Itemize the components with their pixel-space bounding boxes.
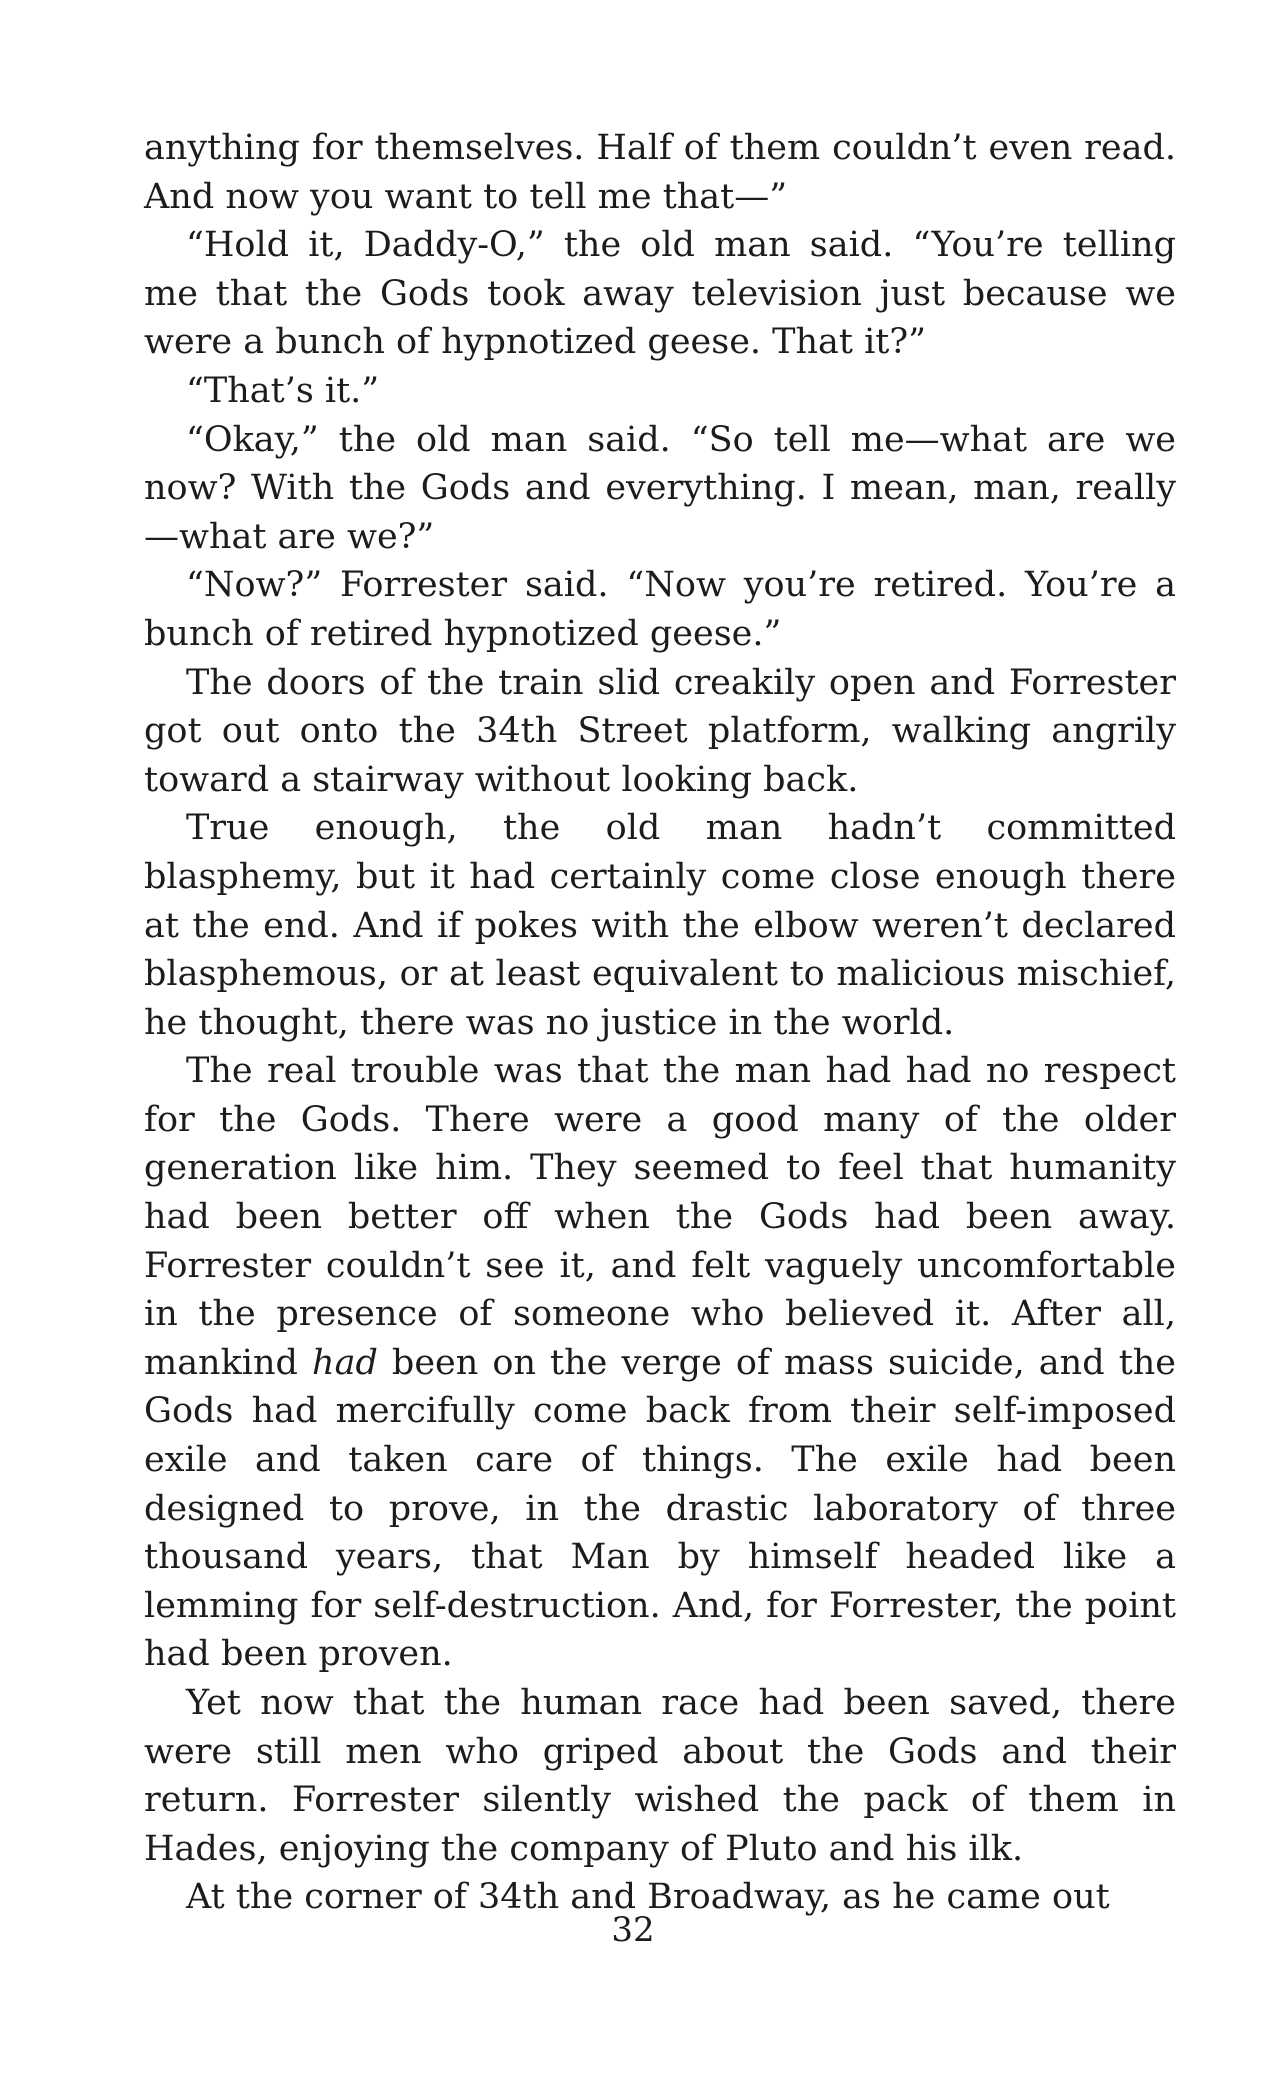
paragraph-text: “That’s it.” [186,370,380,411]
paragraph-text: The real trouble was that the man had had no respect for the Gods. There were a good many of the older generation like him. They seemed to feel that humanity had been better off when the Gods had been away. Forrester couldn’t see it, and felt vaguely uncomfortable in the presence of someone who believed it. After all, mankind [144,1051,1176,1383]
paragraph-text: Yet now that the human race had been saved, there were still men who griped about the Gods and their return. Forrester silently wished the pack of them in Hades, enjoying the company of Pluto and his ilk. [144,1683,1176,1869]
paragraph-text: “Now?” Forrester said. “Now you’re retired. You’re a bunch of retired hypnotized geese.” [144,565,1176,654]
paragraph-text: The doors of the train slid creakily open and Forrester got out onto the 34th Street platform, walking angrily toward a stairway without looking back. [144,662,1176,800]
italic-text: had [312,1342,378,1383]
paragraph-text: anything for themselves. Half of them couldn’t even read. And now you want to tell me that—” [144,128,1176,217]
paragraph-text: True enough, the old man hadn’t committed blasphemy, but it had certainly come close enough there at the end. And if pokes with the elbow weren’t declared blasphemous, or at least equivalent to malicious mischief, he thought, there was no justice in the world. [144,808,1176,1043]
paragraph [144,659,1176,805]
paragraph [144,1047,1176,1679]
paragraph [144,416,1176,562]
paragraph-text: “Hold it, Daddy-O,” the old man said. “You’re telling me that the Gods took away television just because we were a bunch of hypnotized geese. That it?” [144,225,1176,363]
paragraph [144,367,1176,416]
paragraph-text: “Okay,” the old man said. “So tell me—what are we now? With the Gods and everything. I mean, man, really—what are we?” [144,419,1176,557]
paragraph [144,1679,1176,1873]
paragraph-text: been on the verge of mass suicide, and the Gods had mercifully come back from their self-imposed exile and taken care of things. The exile had been designed to prove, in the drastic laboratory of three thousand years, that Man by himself headed like a lemming for self-destruction. And, for Forrester, the point had been proven. [144,1342,1177,1675]
body-text [144,124,1176,1922]
page-number: 32 [611,1910,655,1950]
paragraph [144,124,1176,221]
paragraph [144,221,1176,367]
paragraph-text: At the corner of 34th and Broadway, as he came out [186,1877,1110,1918]
paragraph [144,804,1176,1047]
paragraph [144,561,1176,658]
